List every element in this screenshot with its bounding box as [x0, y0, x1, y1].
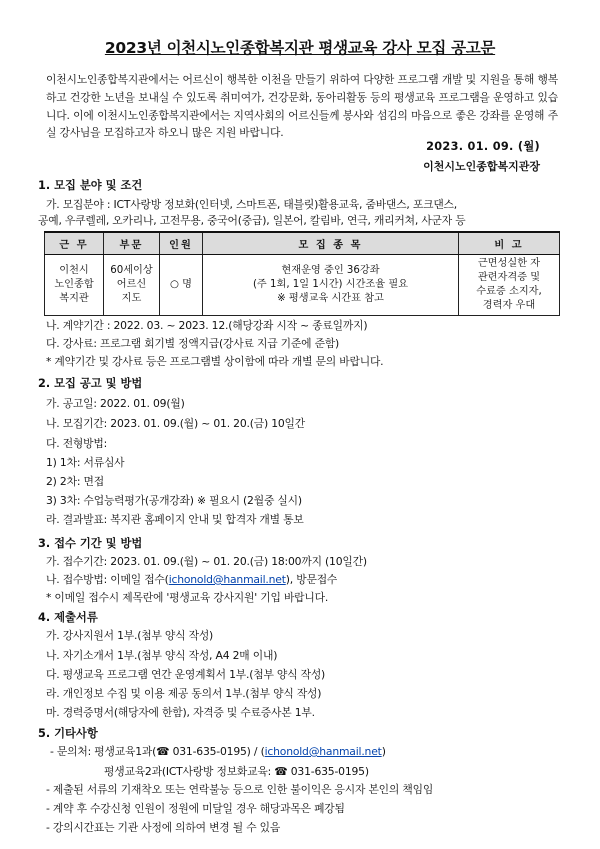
list-item: 다. 전형방법:: [46, 437, 108, 450]
email-link[interactable]: ichonold@hanmail.net: [168, 573, 286, 586]
list-item: - 계약 후 수강신청 인원이 정원에 미달일 경우 해당과목은 폐강됨: [46, 802, 345, 815]
list-item: 2) 2차: 면접: [46, 475, 104, 488]
recruitment-table: [44, 231, 560, 316]
cell-count: ○ 명: [160, 255, 203, 316]
section-2-heading: 2. 모집 공고 및 방법: [38, 377, 143, 390]
cell-division: 60세이상 어르신 지도: [104, 255, 160, 316]
list-item: 가. 강사지원서 1부.(첨부 양식 작성): [46, 629, 214, 642]
page-title: 2023년 이천시노인종합복지관 평생교육 강사 모집 공고문: [104, 39, 496, 57]
section-1-note: * 계약기간 및 강사료 등은 프로그램별 상이함에 따라 개별 문의 바랍니다.: [46, 355, 384, 368]
field-line-1: 가. 모집분야 : ICT사랑방 정보화(인터넷, 스마트폰, 태블릿)활용교육, 줌바댄스, 포크댄스,: [46, 198, 458, 211]
section-3-heading: 3. 접수 기간 및 방법: [38, 537, 143, 550]
section-1-heading: 1. 모집 분야 및 조건: [38, 179, 143, 192]
cell-note: 근면성실한 자 관련자격증 및 수료증 소지자, 경력자 우대: [459, 255, 560, 316]
header-count: 인원: [160, 232, 203, 255]
application-method: 나. 접수방법: 이메일 접수(ichonold@hanmail.net), 방문접수: [46, 573, 338, 586]
table-row: [45, 255, 560, 316]
section-3-note: * 이메일 접수시 제목란에 '평생교육 강사지원' 기입 바랍니다.: [46, 591, 329, 604]
header-items: 모 집 종 목: [203, 232, 459, 255]
contact-email-link[interactable]: ichonold@hanmail.net: [264, 745, 382, 758]
contract-period: 나. 계약기간 : 2022. 03. ~ 2023. 12.(해당강좌 시작 ~ 종료일까지): [46, 319, 368, 332]
cell-workplace: 이천시 노인종합 복지관: [45, 255, 104, 316]
field-line-2: 공예, 우쿠렐레, 오카리나, 고전무용, 중국어(중급), 일본어, 칼림바, 연극, 캐리커쳐, 사군자 등: [38, 214, 466, 227]
list-item: 다. 평생교육 프로그램 연간 운영계획서 1부.(첨부 양식 작성): [46, 668, 326, 681]
instructor-pay: 다. 강사료: 프로그램 회기별 정액지급(강사료 지급 기준에 준함): [46, 337, 340, 350]
list-item: 나. 모집기간: 2023. 01. 09.(월) ~ 01. 20.(금) 10일간: [46, 417, 306, 430]
section-4-heading: 4. 제출서류: [38, 611, 98, 624]
intro-paragraph: 이천시노인종합복지관에서는 어르신이 행복한 이천을 만들기 위하여 다양한 프로그램 개발 및 지원을 통해 행복하고 건강한 노년을 보내실 수 있도록 취미여가, 건강문화, 동아리활동 등의 평생교육 프로그램을 운영하고 있습니다. 이에 이천시노인종합복지관에서는 지역사회의 어르신들께 봉사와 섬김의 마음으로 좋은 강좌를 운영해 주실 강사님을 모집하고자 하오니 많은 지원 바랍니다.: [46, 73, 558, 140]
list-item: 라. 개인정보 수집 및 이용 제공 동의서 1부.(첨부 양식 작성): [46, 687, 322, 700]
list-item: - 제출된 서류의 기재착오 또는 연락불능 등으로 인한 불이익은 응시자 본인의 책임임: [46, 783, 434, 796]
cell-items: 현재운영 중인 36강좌 (주 1회, 1일 1시간) 시간조율 필요 ※ 평생교육 시간표 참고: [203, 255, 459, 316]
list-item: 1) 1차: 서류심사: [46, 456, 125, 469]
section-5-heading: 5. 기타사항: [38, 727, 98, 740]
header-note: 비 고: [459, 232, 560, 255]
list-item: - 강의시간표는 기관 사정에 의하여 변경 될 수 있음: [46, 821, 281, 834]
list-item: 나. 자기소개서 1부.(첨부 양식 작성, A4 2매 이내): [46, 649, 278, 662]
table-header-row: [45, 232, 560, 255]
header-workplace: 근 무: [45, 232, 104, 255]
application-period: 가. 접수기간: 2023. 01. 09.(월) ~ 01. 20.(금) 18:00까지 (10일간): [46, 555, 367, 568]
list-item: 3) 3차: 수업능력평가(공개강좌) ※ 필요시 (2월중 실시): [46, 494, 302, 507]
organization-name: 이천시노인종합복지관장: [423, 160, 540, 173]
list-item: 라. 결과발표: 복지관 홈페이지 안내 및 합격자 개별 통보: [46, 513, 304, 526]
announcement-date: 2023. 01. 09. (월): [426, 140, 540, 153]
contact-line-2: 평생교육2과(ICT사랑방 정보화교육: ☎ 031-635-0195): [104, 765, 369, 778]
header-division: 부문: [104, 232, 160, 255]
list-item: 마. 경력증명서(해당자에 한함), 자격증 및 수료증사본 1부.: [46, 706, 315, 719]
list-item: 가. 공고일: 2022. 01. 09(월): [46, 397, 185, 410]
contact-line: - 문의처: 평생교육1과(☎ 031-635-0195) / (ichonold@hanmail.net): [50, 745, 386, 758]
